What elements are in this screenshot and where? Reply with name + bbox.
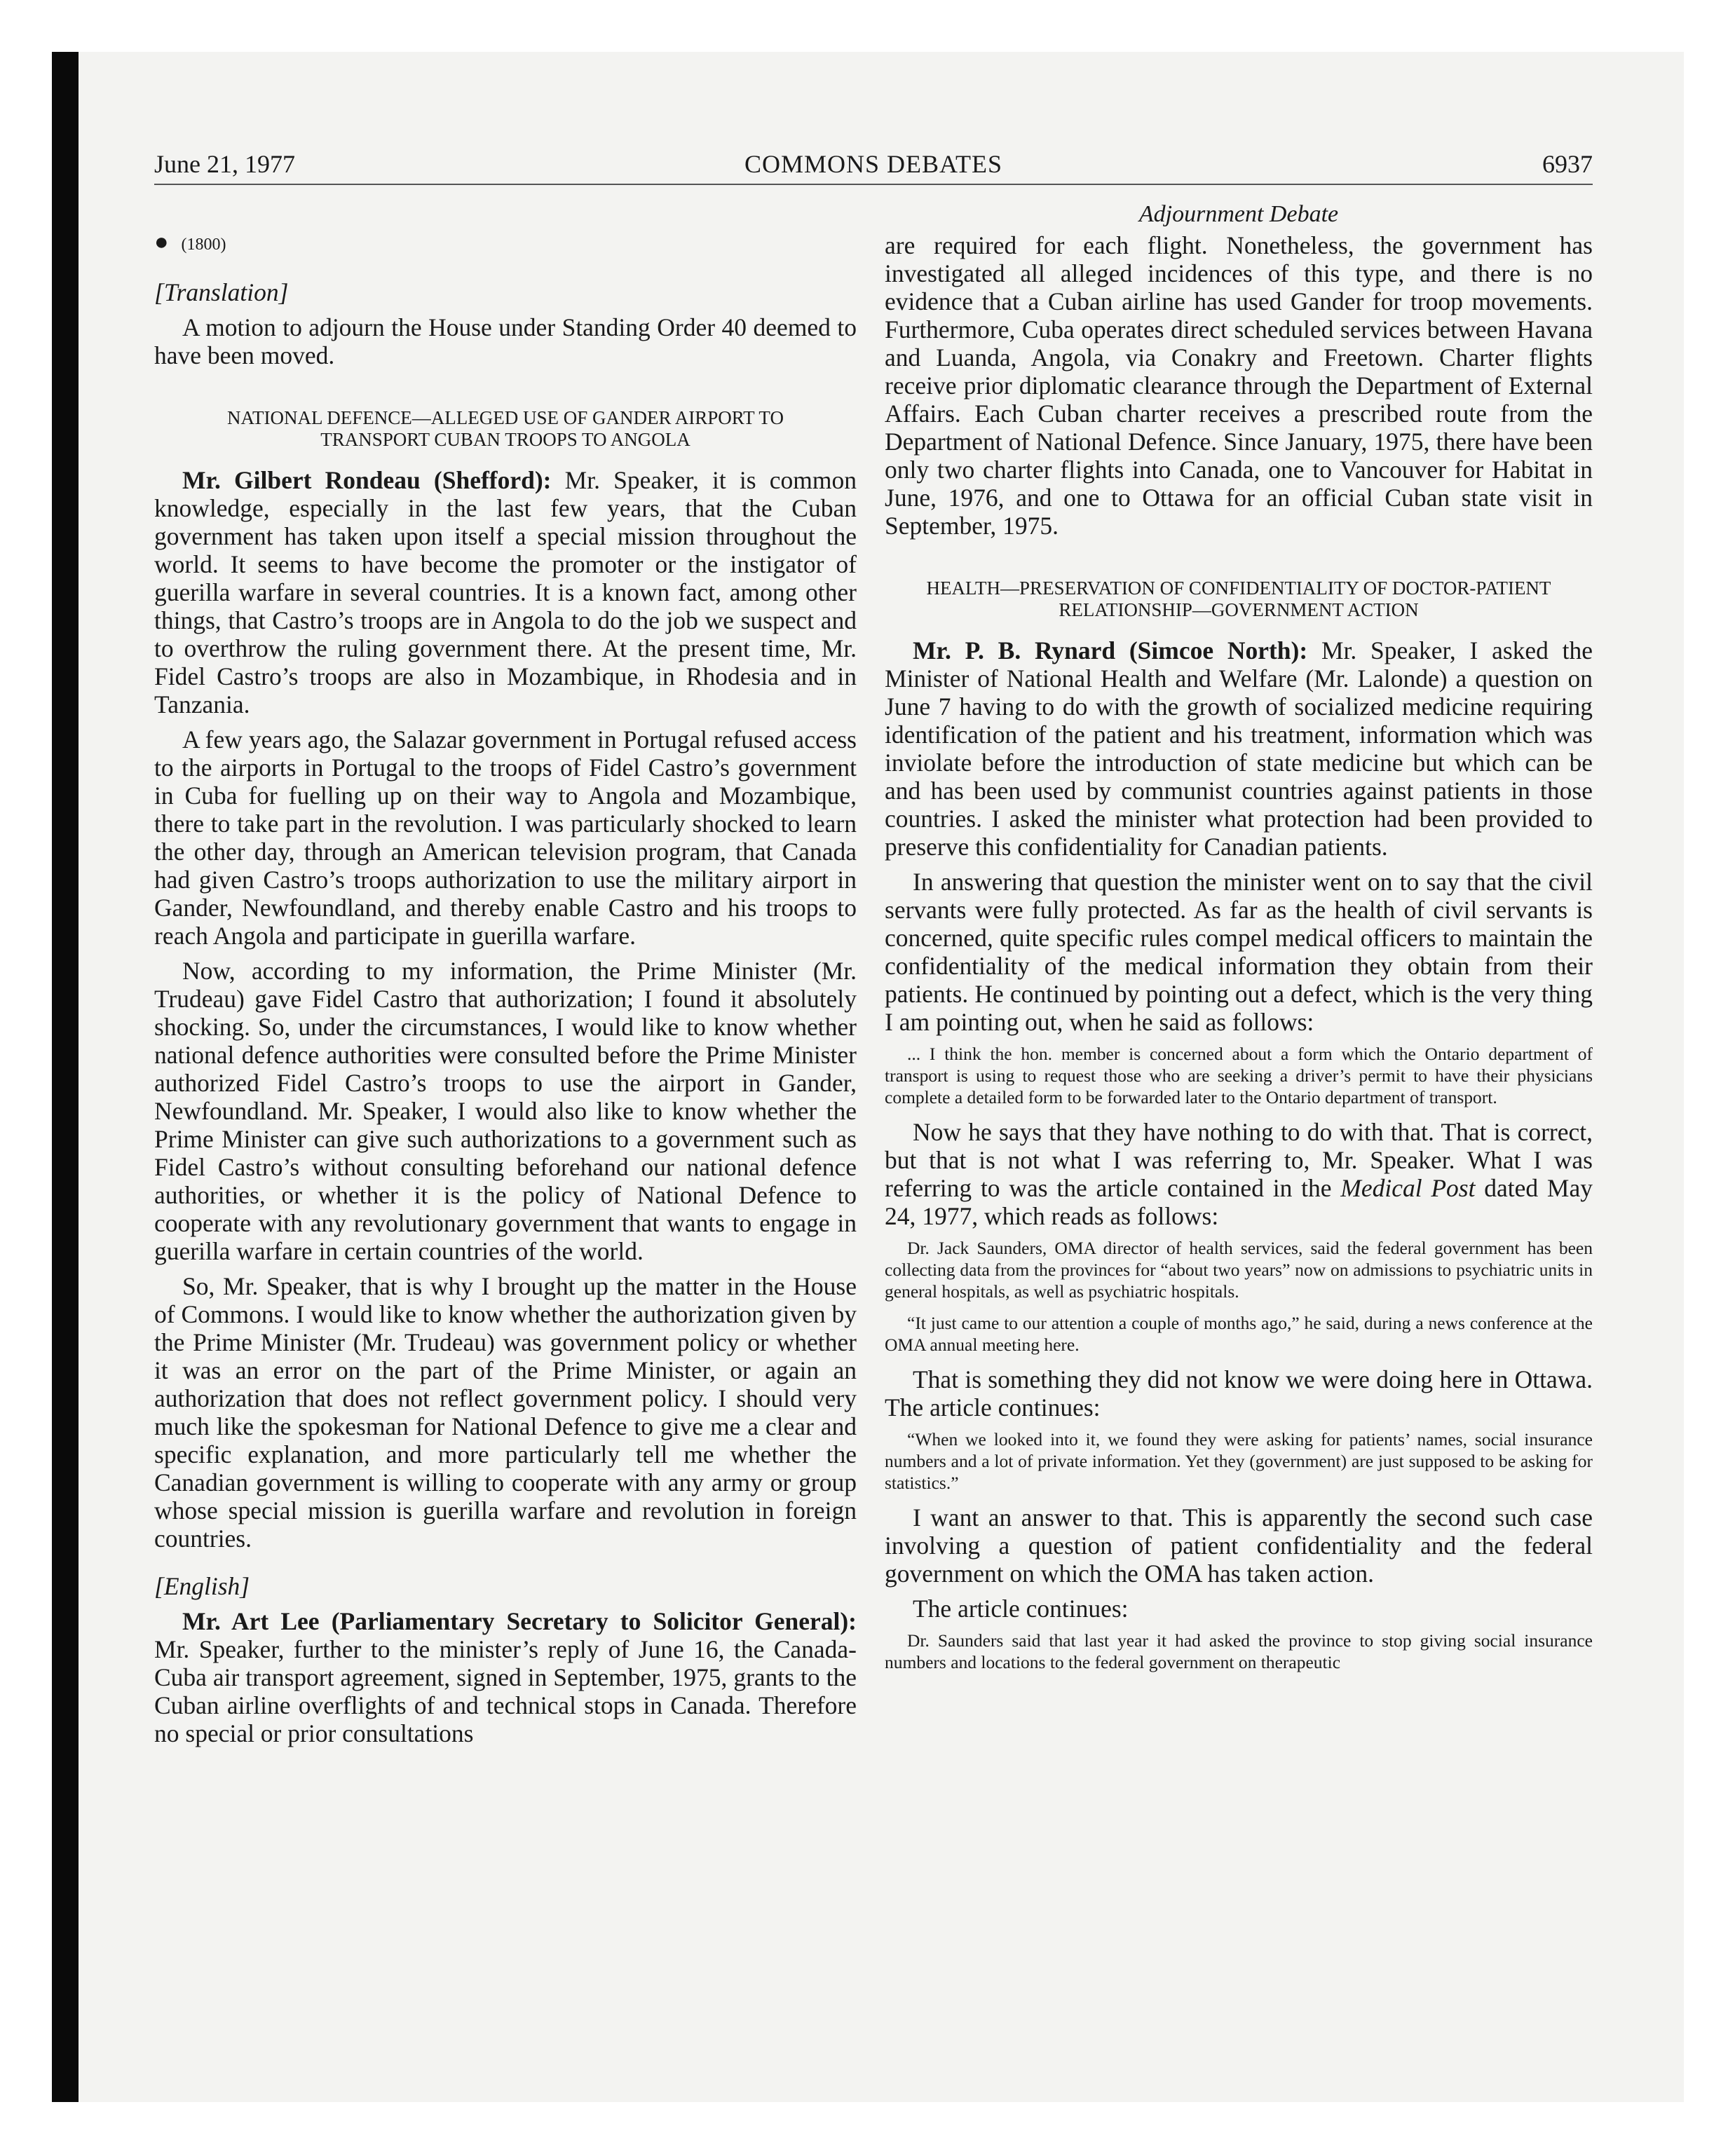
publication-title: Medical Post [1340, 1174, 1476, 1202]
translation-tag: [Translation] [154, 278, 289, 306]
timestamp [154, 228, 857, 259]
block-quote: “When we looked into it, we found they were asking for patients’ names, social insurance numbers and a lot of private information. Yet they (government) are just supposed to be asking for statistics.” [885, 1429, 1593, 1493]
left-column [154, 200, 857, 1754]
running-title: Adjournment Debate [1138, 201, 1339, 227]
block-quote: Dr. Saunders said that last year it had asked the province to stop giving social insurance numbers and locations to the federal government on therapeutic [885, 1630, 1593, 1672]
speaker-name: Mr. P. B. Rynard (Simcoe North): [913, 636, 1308, 664]
paragraph-text: Mr. Speaker, it is common knowledge, especially in the last few years, that the Cuban government has taken upon itself a special mission throughout the world. It seems to have become the promoter or the instigator of guerilla warfare in several countries. It is a known fact, among other things, that Castro’s troops are in Angola to do the job we suspect and to overthrow the ruling government there. At the present time, Mr. Fidel Castro’s troops are also in Mozambique, in Rhodesia and in Tanzania. [154, 466, 857, 718]
speaker-name: Mr. Art Lee (Parliamentary Secretary to Solicitor General): [182, 1607, 857, 1635]
paragraph: are required for each flight. Nonetheless, the government has investigated all alleged incidences of this type, and there is no evidence that a Cuban airline has used Gander for troop movements. Furthermore, Cuba operates direct scheduled services between Havana and Luanda, Angola, via Conakry and Freetown. Charter flights receive prior diplomatic clearance through the Department of External Affairs. Each Cuban charter receives a prescribed route from the Department of National Defence. Since January, 1975, there have been only two charter flights into Canada, one to Vancouver for Habitat in June, 1976, and one to Ottawa for an official Cuban state visit in September, 1975. [885, 231, 1593, 540]
bullet-icon: ● [154, 229, 169, 255]
page-header [154, 146, 1593, 182]
paragraph: Now, according to my information, the Prime Minister (Mr. Trudeau) gave Fidel Castro that authorization; I found it absolutely shocking. So, under the circumstances, I would like to know whether national defence authorities were consulted before the Prime Minister authorized Fidel Castro’s troops to use the airport in Gander, Newfoundland. Mr. Speaker, I would also like to know whether the Prime Minister can give such authorizations to a government such as Fidel Castro’s without consulting beforehand our national defence authorities, or whether it is the policy of National Defence to cooperate with any revolutionary government that wants to engage in guerilla warfare in certain countries of the world. [154, 957, 857, 1265]
paragraph: The article continues: [913, 1595, 1129, 1623]
header-publication: COMMONS DEBATES [744, 150, 1003, 178]
block-quote: ... I think the hon. member is concerned about a form which the Ontario department of transport is using to request those who are seeking a driver’s permit to have their physicians complete a detailed form to be forwarded later to the Ontario department of transport. [885, 1044, 1593, 1107]
timestamp-text: (1800) [181, 236, 226, 254]
paragraph-text: dated May 24, 1977, which reads as follows: [885, 1174, 1593, 1230]
paragraph [885, 636, 1593, 861]
paragraph: In answering that question the minister went on to say that the civil servants were fully protected. As far as the health of civil servants is concerned, quite specific rules compel medical officers to maintain the confidentiality of the medical information they obtain from their patients. He continued by pointing out a defect, which is the very thing I am pointing out, when he said as follows: [885, 868, 1593, 1036]
header-date: June 21, 1977 [154, 150, 295, 178]
paragraph: I want an answer to that. This is apparently the second such case involving a question of patient confidentiality and the federal government on which the OMA has taken action. [885, 1503, 1593, 1588]
paragraph: A few years ago, the Salazar government in Portugal refused access to the airports in Portugal to the troops of Fidel Castro’s government in Cuba for fuelling up on their way to Angola and Mozambique, there to take part in the revolution. I was particularly shocked to learn the other day, through an American television program, that Canada had given Castro’s troops authorization to use the military airport in Gander, Newfoundland, and thereby enable Castro and his troops to reach Angola and participate in guerilla warfare. [154, 725, 857, 950]
english-tag: [English] [154, 1572, 250, 1600]
block-quote: “It just came to our attention a couple of months ago,” he said, during a news conference at the OMA annual meeting here. [885, 1313, 1593, 1355]
motion-text: A motion to adjourn the House under Standing Order 40 deemed to have been moved. [154, 313, 857, 369]
paragraph-text: Mr. Speaker, further to the minister’s reply of June 16, the Canada-Cuba air transport agreement, signed in September, 1975, grants to the Cuban airline overflights of and technical stops in Canada. Therefore no special or prior consultations [154, 1635, 857, 1747]
paragraph-text: Mr. Speaker, I asked the Minister of National Health and Welfare (Mr. Lalonde) a question on June 7 having to do with the growth of socialized medicine requiring identification of the patient and his treatment, information which was inviolate before the introduction of state medicine but which can be and has been used by communist countries against patients in those countries. I asked the minister what protection had been provided to preserve this confidentiality for Canadian patients. [885, 636, 1593, 861]
page-number: 6937 [1542, 150, 1593, 178]
paragraph: So, Mr. Speaker, that is why I brought up the matter in the House of Commons. I would like to know whether the authorization given by the Prime Minister (Mr. Trudeau) was government policy or whether it was an error on the part of the Prime Minister, or again an authorization that does not reflect government policy. I should very much like the spokesman for National Defence to give me a clear and specific explanation, and more particularly tell me whether the Canadian government is willing to cooperate with any army or group whose special mission is guerilla warfare and revolution in foreign countries. [154, 1272, 857, 1553]
paragraph-text: Now he says that they have nothing to do with that. That is correct, but that is not what I was referring to, Mr. Speaker. What I was referring to was the article contained in the [885, 1118, 1593, 1202]
speaker-name: Mr. Gilbert Rondeau (Shefford): [182, 466, 552, 494]
header-rule [154, 184, 1593, 185]
scan-edge [52, 52, 79, 2102]
section-heading-health: HEALTH—PRESERVATION OF CONFIDENTIALITY OF DOCTOR-PATIENT RELATIONSHIP—GOVERNMENT ACTION [926, 578, 1551, 620]
right-column [885, 200, 1593, 1683]
paragraph [885, 1118, 1593, 1230]
section-heading-defence: NATIONAL DEFENCE—ALLEGED USE OF GANDER AIRPORT TO TRANSPORT CUBAN TROOPS TO ANGOLA [227, 407, 784, 450]
paragraph [154, 466, 857, 718]
paragraph [154, 1607, 857, 1747]
paragraph: That is something they did not know we were doing here in Ottawa. The article continues: [885, 1365, 1593, 1421]
block-quote: Dr. Jack Saunders, OMA director of health services, said the federal government has been collecting data from the provinces for “about two years” now on admissions to psychiatric units in general hospitals, as well as psychiatric hospitals. [885, 1238, 1593, 1302]
